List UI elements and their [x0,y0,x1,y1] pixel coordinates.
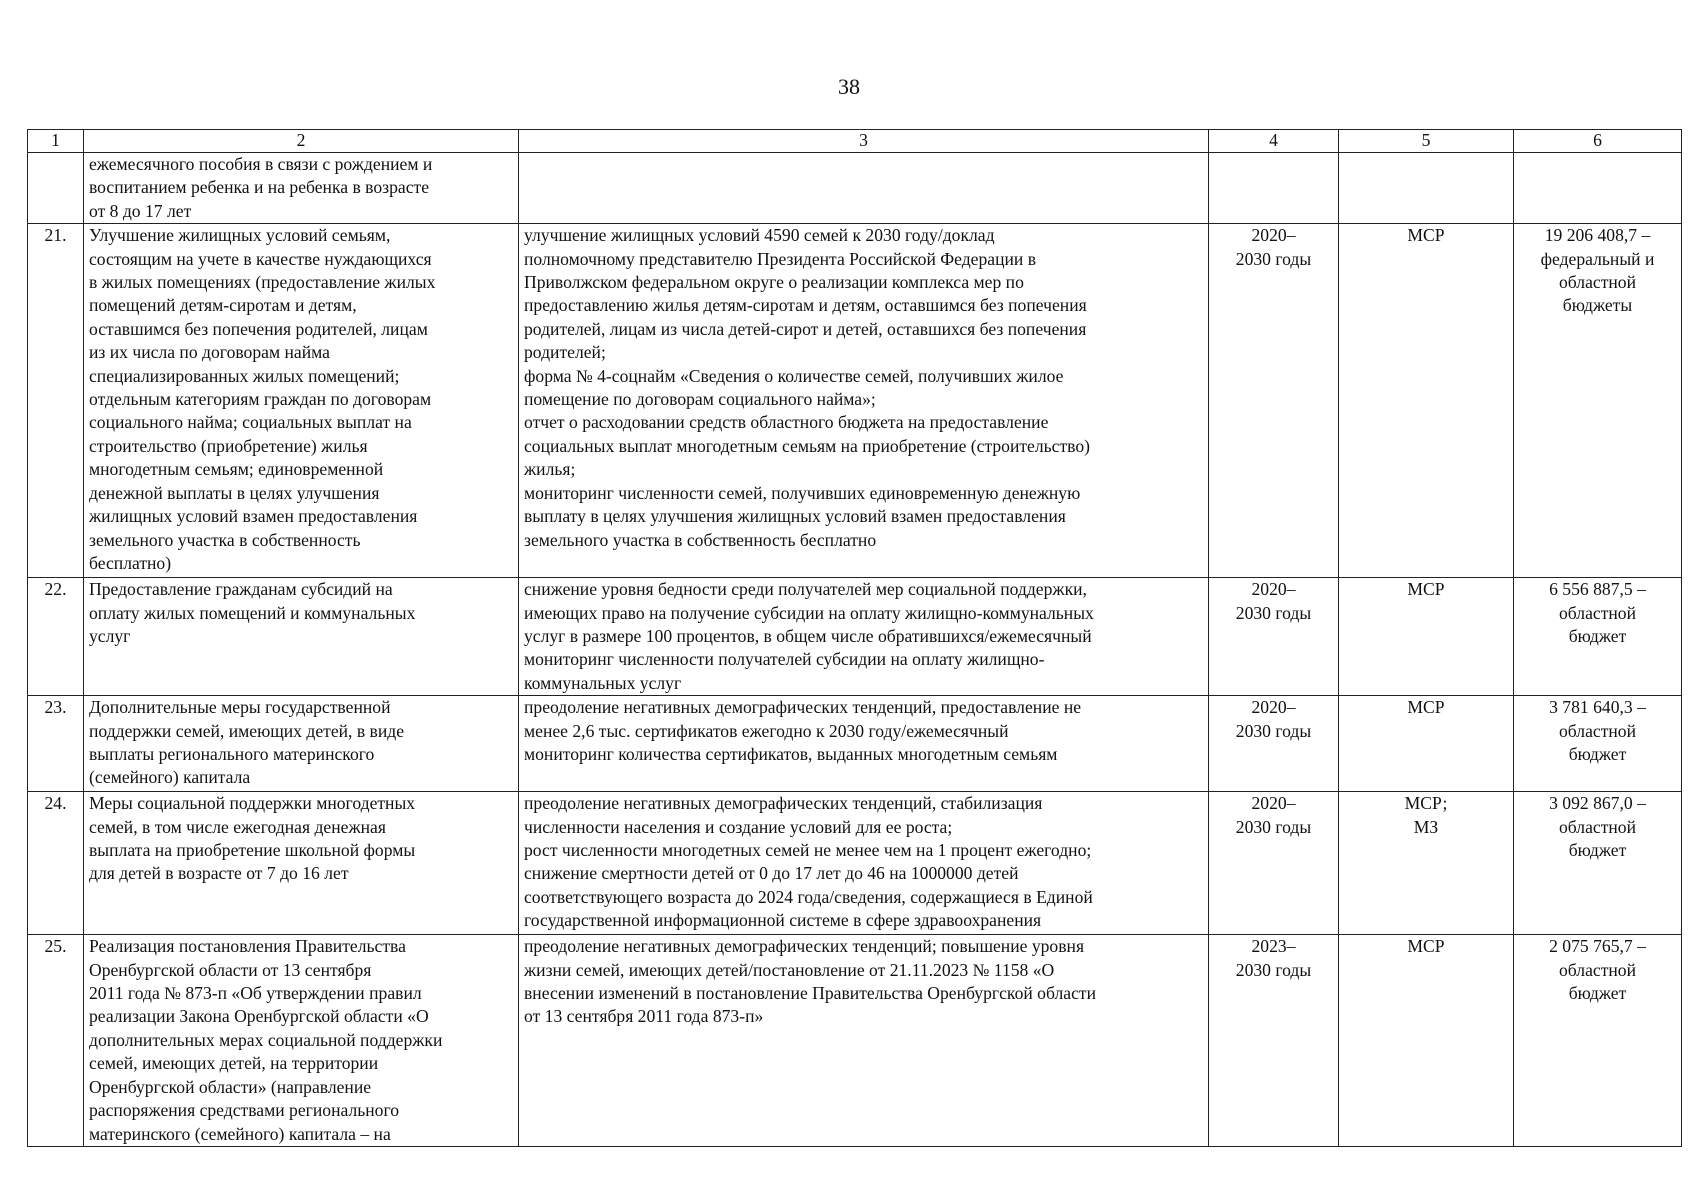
executor-cell: МСР [1339,935,1514,1147]
column-number-1: 1 [28,130,84,153]
column-number-row [28,130,1682,153]
result-cell [519,153,1209,224]
result-cell: преодоление негативных демографических тенденций, предоставление не менее 2,6 тыс. сертификатов ежегодно к 2030 году/ежемесячный мониторинг количества сертификатов, выданных многодетным семьям [519,696,1209,792]
table-row [28,792,1682,935]
period-cell [1209,153,1339,224]
measure-cell: Предоставление гражданам субсидий на оплату жилых помещений и коммунальных услуг [84,578,519,696]
result-cell: преодоление негативных демографических тенденций; повышение уровня жизни семей, имеющих детей/постановление от 21.11.2023 № 1158 «О внесении изменений в постановление Правительства Оренбургской области от 13 сентября 2011 года 873-п» [519,935,1209,1147]
period-cell: 2020– 2030 годы [1209,224,1339,578]
table-row [28,224,1682,578]
row-number: 22. [28,578,84,696]
column-number-2: 2 [84,130,519,153]
column-number-3: 3 [519,130,1209,153]
measure-cell: ежемесячного пособия в связи с рождением и воспитанием ребенка и на ребенка в возрасте от 8 до 17 лет [84,153,519,224]
row-number: 24. [28,792,84,935]
funding-cell: 6 556 887,5 – областной бюджет [1514,578,1682,696]
measure-cell: Реализация постановления Правительства Оренбургской области от 13 сентября 2011 года № 873-п «Об утверждении правил реализации Закона Оренбургской области «О дополнительных мерах социальной поддержки семей, имеющих детей, на территории Оренбургской области» (направление распоряжения средствами регионального материнского (семейного) капитала – на [84,935,519,1147]
result-cell: улучшение жилищных условий 4590 семей к 2030 году/доклад полномочному представителю Президента Российской Федерации в Приволжском федеральном округе о реализации комплекса мер по предоставлению жилья детям-сиротам и детям, оставшимся без попечения родителей, лицам из числа детей-сирот и детей, оставшихся без попечения родителей; форма № 4-соцнайм «Сведения о количестве семей, получивших жилое помещение по договорам социального найма»; отчет о расходовании средств областного бюджета на предоставление социальных выплат многодетным семьям на приобретение (строительство) жилья; мониторинг численности семей, получивших единовременную денежную выплату в целях улучшения жилищных условий взамен предоставления земельного участка в собственность бесплатно [519,224,1209,578]
row-number: 21. [28,224,84,578]
executor-cell: МСР [1339,696,1514,792]
column-number-5: 5 [1339,130,1514,153]
executor-cell [1339,153,1514,224]
funding-cell: 3 092 867,0 – областной бюджет [1514,792,1682,935]
column-number-4: 4 [1209,130,1339,153]
result-cell: снижение уровня бедности среди получателей мер социальной поддержки, имеющих право на получение субсидии на оплату жилищно-коммунальных услуг в размере 100 процентов, в общем числе обратившихся/ежемесячный мониторинг численности получателей субсидии на оплату жилищно- коммунальных услуг [519,578,1209,696]
funding-cell [1514,153,1682,224]
measure-cell: Улучшение жилищных условий семьям, состоящим на учете в качестве нуждающихся в жилых помещениях (предоставление жилых помещений детям-сиротам и детям, оставшимся без попечения родителей, лицам из их числа по договорам найма специализированных жилых помещений; отдельным категориям граждан по договорам социального найма; социальных выплат на строительство (приобретение) жилья многодетным семьям; единовременной денежной выплаты в целях улучшения жилищных условий взамен предоставления земельного участка в собственность бесплатно) [84,224,519,578]
funding-cell: 3 781 640,3 – областной бюджет [1514,696,1682,792]
period-cell: 2020– 2030 годы [1209,792,1339,935]
row-number: 25. [28,935,84,1147]
row-number: 23. [28,696,84,792]
column-number-6: 6 [1514,130,1682,153]
result-cell: преодоление негативных демографических тенденций, стабилизация численности населения и создание условий для ее роста; рост численности многодетных семей не менее чем на 1 процент ежегодно; снижение смертности детей от 0 до 17 лет до 46 на 1000000 детей соответствующего возраста до 2024 года/сведения, содержащиеся в Единой государственной информационной системе в сфере здравоохранения [519,792,1209,935]
row-number [28,153,84,224]
funding-cell: 2 075 765,7 – областной бюджет [1514,935,1682,1147]
executor-cell: МСР [1339,578,1514,696]
measure-cell: Дополнительные меры государственной поддержки семей, имеющих детей, в виде выплаты регионального материнского (семейного) капитала [84,696,519,792]
executor-cell: МСР; МЗ [1339,792,1514,935]
measure-cell: Меры социальной поддержки многодетных семей, в том числе ежегодная денежная выплата на приобретение школьной формы для детей в возрасте от 7 до 16 лет [84,792,519,935]
funding-cell: 19 206 408,7 – федеральный и областной бюджеты [1514,224,1682,578]
table-row [28,935,1682,1147]
table-row [28,696,1682,792]
period-cell: 2023– 2030 годы [1209,935,1339,1147]
executor-cell: МСР [1339,224,1514,578]
period-cell: 2020– 2030 годы [1209,578,1339,696]
table-row [28,153,1682,224]
period-cell: 2020– 2030 годы [1209,696,1339,792]
table-row [28,578,1682,696]
measures-table [27,129,1682,1147]
page-number: 38 [838,74,860,99]
